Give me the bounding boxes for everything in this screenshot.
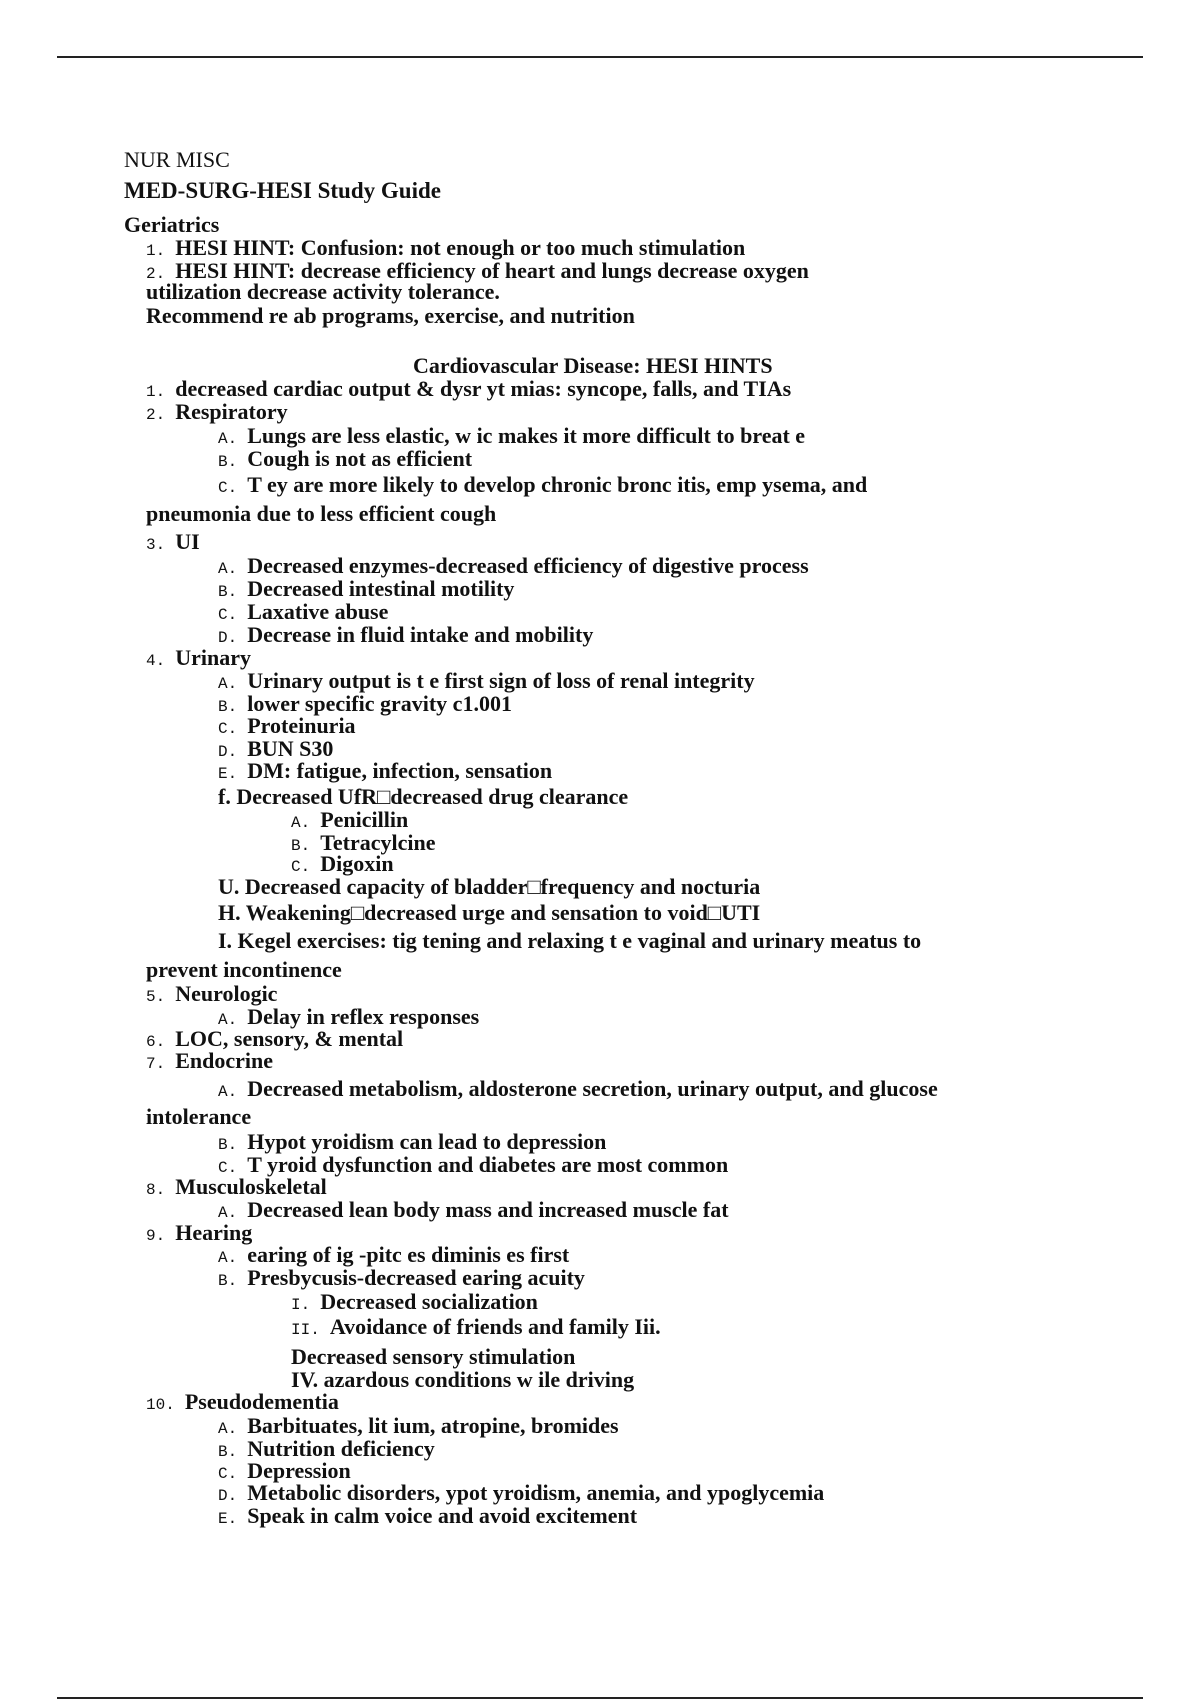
bottom-rule <box>57 1697 1143 1699</box>
list-item: E. Speak in calm voice and avoid excitement <box>218 1503 638 1528</box>
page-title: MED-SURG-HESI Study Guide <box>124 178 441 203</box>
list-item: 2. Respiratory <box>146 399 288 424</box>
list-item: B. Decreased intestinal motility <box>218 576 515 601</box>
list-item: 5. Neurologic <box>146 981 278 1006</box>
list-item: 1. decreased cardiac output & dysr yt mias: syncope, falls, and TIAs <box>146 376 792 401</box>
list-item: B. Cough is not as efficient <box>218 446 473 471</box>
list-item-continuation: pneumonia due to less efficient cough <box>146 501 497 526</box>
list-item: B. Presbycusis-decreased earing acuity <box>218 1265 585 1290</box>
list-item-continuation: utilization decrease activity tolerance. <box>146 279 500 304</box>
list-item: 6. LOC, sensory, & mental <box>146 1026 404 1051</box>
list-item: f. Decreased UfR□decreased drug clearance <box>218 784 629 809</box>
list-item: B. Tetracylcine <box>291 830 436 855</box>
list-item: C. T ey are more likely to develop chronic bronc itis, emp ysema, and <box>218 472 868 497</box>
list-item: A. Urinary output is t e first sign of loss of renal integrity <box>218 668 755 693</box>
list-item: C. Depression <box>218 1458 351 1483</box>
section-heading-geriatrics: Geriatrics <box>124 212 220 237</box>
section-heading-cardiovascular: Cardiovascular Disease: HESI HINTS <box>413 353 773 378</box>
list-item: II. Avoidance of friends and family Iii. <box>291 1314 661 1339</box>
list-item: 8. Musculoskeletal <box>146 1174 327 1199</box>
top-rule <box>57 56 1143 58</box>
list-item: 10. Pseudodementia <box>146 1389 339 1414</box>
list-item-continuation: intolerance <box>146 1104 252 1129</box>
list-item: IV. azardous conditions w ile driving <box>291 1367 635 1392</box>
list-item: 2. HESI HINT: decrease efficiency of heart and lungs decrease oxygen <box>146 258 809 283</box>
list-item: A. Penicillin <box>291 807 409 832</box>
list-item: C. Proteinuria <box>218 713 356 738</box>
list-item-continuation: prevent incontinence <box>146 957 342 982</box>
list-item: C. Laxative abuse <box>218 599 389 624</box>
list-item: 4. Urinary <box>146 645 251 670</box>
list-item: B. lower specific gravity c1.001 <box>218 691 512 716</box>
list-item: I. Decreased socialization <box>291 1289 538 1314</box>
list-item: D. BUN S30 <box>218 736 334 761</box>
list-item: A. Barbituates, lit ium, atropine, bromides <box>218 1413 619 1438</box>
list-item: H. Weakening□decreased urge and sensation to void□UTI <box>218 900 761 925</box>
list-item: 3. UI <box>146 529 200 554</box>
list-item: D. Metabolic disorders, ypot yroidism, anemia, and ypoglycemia <box>218 1480 825 1505</box>
list-item: B. Hypot yroidism can lead to depression <box>218 1129 607 1154</box>
list-item: A. Decreased metabolism, aldosterone secretion, urinary output, and glucose <box>218 1076 938 1101</box>
list-item: A. Delay in reflex responses <box>218 1004 480 1029</box>
list-item: C. T yroid dysfunction and diabetes are most common <box>218 1152 729 1177</box>
list-item: Decreased sensory stimulation <box>291 1344 576 1369</box>
list-item: U. Decreased capacity of bladder□frequency and nocturia <box>218 874 761 899</box>
list-item: 9. Hearing <box>146 1220 253 1245</box>
header-label: NUR MISC <box>124 147 230 172</box>
list-item: 7. Endocrine <box>146 1048 273 1073</box>
list-item: 1. HESI HINT: Confusion: not enough or too much stimulation <box>146 235 746 260</box>
list-item: A. earing of ig -pitc es diminis es first <box>218 1242 570 1267</box>
list-item: B. Nutrition deficiency <box>218 1436 435 1461</box>
list-item: D. Decrease in fluid intake and mobility <box>218 622 594 647</box>
list-item: E. DM: fatigue, infection, sensation <box>218 758 553 783</box>
list-item: A. Lungs are less elastic, w ic makes it more difficult to breat e <box>218 423 806 448</box>
list-item: A. Decreased lean body mass and increased muscle fat <box>218 1197 729 1222</box>
list-item-continuation: Recommend re ab programs, exercise, and nutrition <box>146 303 635 328</box>
list-item: I. Kegel exercises: tig tening and relaxing t e vaginal and urinary meatus to <box>218 928 922 953</box>
list-item: C. Digoxin <box>291 851 394 876</box>
list-item: A. Decreased enzymes-decreased efficiency of digestive process <box>218 553 809 578</box>
